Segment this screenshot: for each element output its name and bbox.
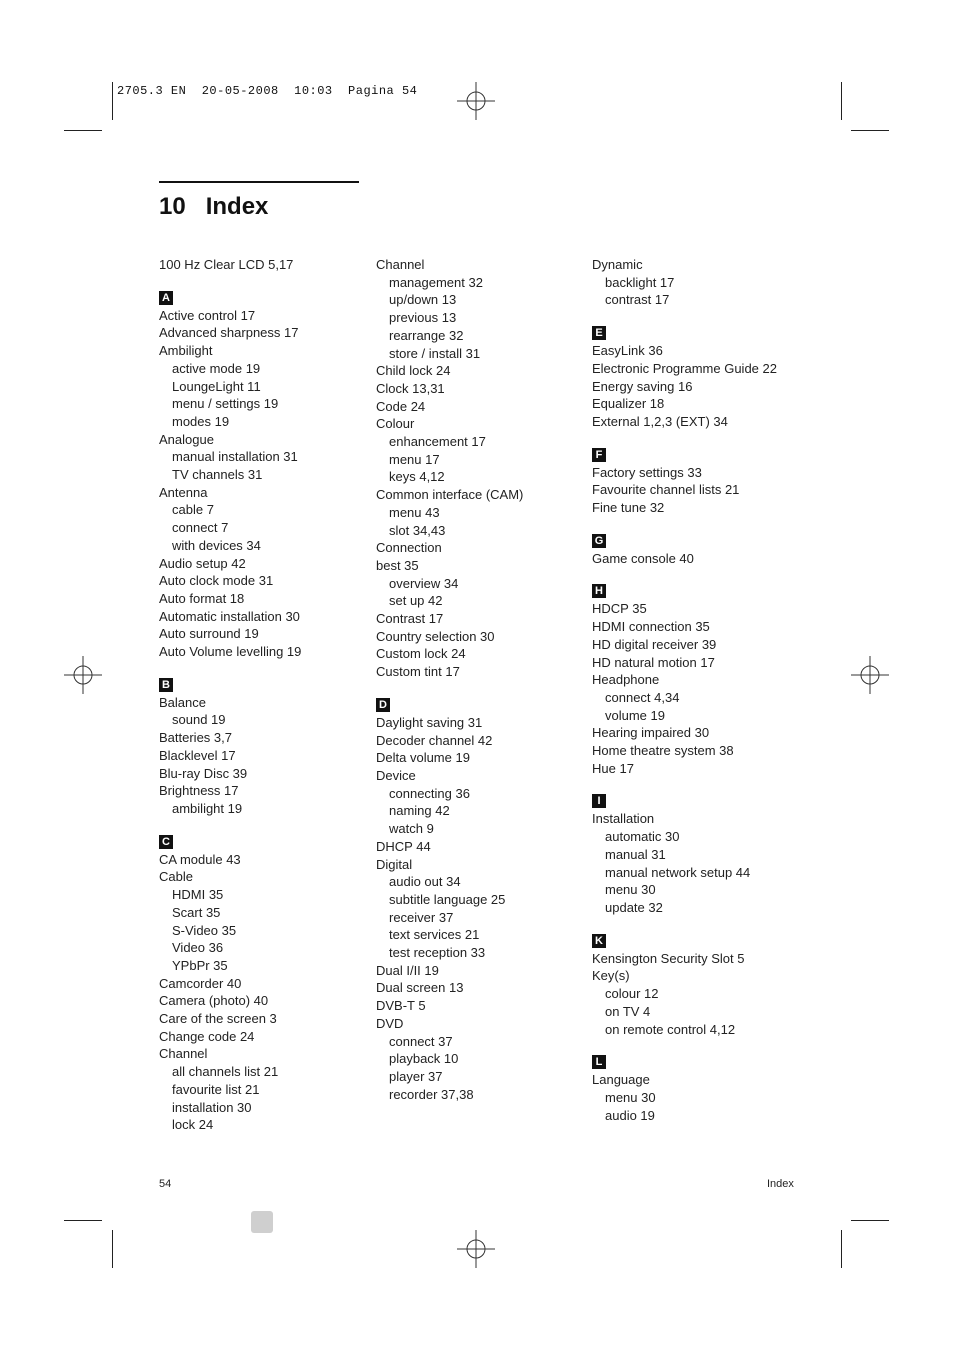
index-entry: Country selection 30 xyxy=(376,628,495,644)
index-entry: Automatic installation 30 xyxy=(159,608,300,624)
index-subentry: S-Video 35 xyxy=(172,922,237,938)
index-entry: Balance xyxy=(159,694,206,710)
index-subentry: Scart 35 xyxy=(172,904,221,920)
index-entry: Connection xyxy=(376,540,442,556)
index-subentry: installation 30 xyxy=(172,1099,252,1115)
index-entry: DVD xyxy=(376,1015,404,1031)
index-entry: Equalizer 18 xyxy=(592,396,665,412)
index-entry: Hue 17 xyxy=(592,760,634,776)
index-subentry: receiver 37 xyxy=(389,909,454,925)
index-column-2 xyxy=(376,256,586,1103)
index-subentry: set up 42 xyxy=(389,593,443,609)
index-subentry: manual 31 xyxy=(605,846,666,862)
index-subentry: audio out 34 xyxy=(389,874,461,890)
index-entry: Auto format 18 xyxy=(159,590,245,606)
index-entry: Headphone xyxy=(592,672,660,688)
index-entry: DHCP 44 xyxy=(376,838,431,854)
index-subentry: Video 36 xyxy=(172,940,224,956)
index-letter-heading xyxy=(592,917,822,950)
index-subentry: player 37 xyxy=(389,1068,443,1084)
index-entry: Daylight saving 31 xyxy=(376,714,483,730)
index-entry: Cable xyxy=(159,869,193,885)
index-entry: best 35 xyxy=(376,557,419,573)
index-subentry: TV channels 31 xyxy=(172,467,263,483)
index-entry: Batteries 3,7 xyxy=(159,730,232,746)
page-title: 10 Index xyxy=(159,193,269,220)
index-entry: Dynamic xyxy=(592,257,643,272)
index-subentry: active mode 19 xyxy=(172,360,261,376)
index-subentry: recorder 37,38 xyxy=(389,1086,474,1102)
index-entry: Contrast 17 xyxy=(376,611,444,627)
index-entry: Child lock 24 xyxy=(376,363,451,379)
index-entry: Factory settings 33 xyxy=(592,464,702,480)
index-letter-heading xyxy=(376,681,586,714)
index-column-3 xyxy=(592,256,822,1124)
index-entry: Game console 40 xyxy=(592,550,694,566)
index-entry: HD digital receiver 39 xyxy=(592,636,717,652)
crop-mark xyxy=(851,130,889,131)
index-entry: Delta volume 19 xyxy=(376,750,470,766)
index-subentry: slot 34,43 xyxy=(389,522,446,538)
index-subentry: management 32 xyxy=(389,274,483,290)
index-subentry: with devices 34 xyxy=(172,537,261,553)
index-entry: Care of the screen 3 xyxy=(159,1011,277,1027)
crop-mark xyxy=(64,130,102,131)
index-subentry: up/down 13 xyxy=(389,292,457,308)
index-subentry: watch 9 xyxy=(389,821,434,837)
index-column-1 xyxy=(159,256,369,1134)
index-entry: Channel xyxy=(159,1046,208,1062)
index-entry: Auto Volume levelling 19 xyxy=(159,644,302,660)
index-subentry: menu 17 xyxy=(389,451,440,467)
index-entry: Brightness 17 xyxy=(159,783,239,799)
index-subentry: connect 37 xyxy=(389,1033,453,1049)
index-subentry: favourite list 21 xyxy=(172,1081,260,1097)
index-letter-heading xyxy=(159,818,369,851)
index-entry: HDMI connection 35 xyxy=(592,619,710,635)
letter-badge: E xyxy=(592,326,606,340)
index-entry: HD natural motion 17 xyxy=(592,654,715,670)
index-subentry: menu 30 xyxy=(605,882,656,898)
index-subentry: all channels list 21 xyxy=(172,1064,279,1080)
index-subentry: volume 19 xyxy=(605,707,665,723)
index-subentry: connect 7 xyxy=(172,520,229,536)
index-entry: Decoder channel 42 xyxy=(376,732,493,748)
index-entry: Kensington Security Slot 5 xyxy=(592,950,745,966)
index-subentry: naming 42 xyxy=(389,803,450,819)
index-subentry: modes 19 xyxy=(172,413,230,429)
index-entry: HDCP 35 xyxy=(592,601,647,617)
index-subentry: rearrange 32 xyxy=(389,327,464,343)
index-entry: Blu-ray Disc 39 xyxy=(159,765,248,781)
index-letter-heading xyxy=(592,309,822,342)
crop-mark xyxy=(112,82,113,120)
index-entry: Digital xyxy=(376,856,413,872)
index-subentry: manual network setup 44 xyxy=(605,864,751,880)
index-letter-heading xyxy=(159,661,369,694)
index-subentry: enhancement 17 xyxy=(389,434,486,450)
letter-badge: L xyxy=(592,1055,606,1069)
index-subentry: connecting 36 xyxy=(389,785,470,801)
letter-badge: F xyxy=(592,448,606,462)
index-subentry: previous 13 xyxy=(389,310,457,326)
index-entry: EasyLink 36 xyxy=(592,343,663,359)
index-entry: Active control 17 xyxy=(159,307,256,323)
index-entry: Dual I/II 19 xyxy=(376,962,439,978)
index-letter-heading xyxy=(592,777,822,810)
crop-mark xyxy=(64,1220,102,1221)
letter-badge: G xyxy=(592,534,606,548)
index-entry: Fine tune 32 xyxy=(592,500,665,516)
index-subentry: store / install 31 xyxy=(389,345,481,361)
index-entry: Blacklevel 17 xyxy=(159,747,236,763)
index-entry: Change code 24 xyxy=(159,1028,255,1044)
index-entry: Audio setup 42 xyxy=(159,555,246,571)
index-entry: External 1,2,3 (EXT) 34 xyxy=(592,413,728,429)
index-subentry: subtitle language 25 xyxy=(389,891,506,907)
index-subentry: overview 34 xyxy=(389,575,459,591)
footer-section-label: Index xyxy=(767,1178,794,1190)
index-subentry: connect 4,34 xyxy=(605,689,680,705)
index-subentry: test reception 33 xyxy=(389,945,486,961)
index-subentry: backlight 17 xyxy=(605,274,675,290)
index-entry: CA module 43 xyxy=(159,851,241,867)
index-entry: Camera (photo) 40 xyxy=(159,993,269,1009)
index-subentry: cable 7 xyxy=(172,502,214,518)
index-letter-heading xyxy=(592,1038,822,1071)
index-subentry: menu / settings 19 xyxy=(172,396,279,412)
crop-mark xyxy=(841,82,842,120)
index-subentry: audio 19 xyxy=(605,1107,655,1123)
letter-badge: K xyxy=(592,934,606,948)
index-entry: Antenna xyxy=(159,484,208,500)
index-subentry: HDMI 35 xyxy=(172,887,224,903)
index-subentry: keys 4,12 xyxy=(389,469,445,485)
index-letter-heading xyxy=(592,431,822,464)
index-entry: Home theatre system 38 xyxy=(592,743,734,759)
index-subentry: sound 19 xyxy=(172,712,226,728)
index-entry: Auto clock mode 31 xyxy=(159,573,274,589)
index-entry: Auto surround 19 xyxy=(159,626,259,642)
index-entry: Installation xyxy=(592,811,655,827)
index-entry: Key(s) xyxy=(592,968,630,984)
index-subentry: manual installation 31 xyxy=(172,449,298,465)
index-entry: Dual screen 13 xyxy=(376,980,464,996)
index-entry: Custom tint 17 xyxy=(376,664,460,680)
index-entry: Analogue xyxy=(159,431,214,447)
index-subentry: colour 12 xyxy=(605,986,659,1002)
index-subentry: YPbPr 35 xyxy=(172,957,228,973)
index-entry: Energy saving 16 xyxy=(592,378,693,394)
index-entry: Device xyxy=(376,767,416,783)
index-subentry: playback 10 xyxy=(389,1051,459,1067)
color-patch xyxy=(251,1211,273,1233)
index-entry: Electronic Programme Guide 22 xyxy=(592,360,777,376)
index-subentry: automatic 30 xyxy=(605,829,680,845)
index-entry: Clock 13,31 xyxy=(376,380,445,396)
crop-mark xyxy=(112,1230,113,1268)
index-entry: Colour xyxy=(376,416,415,432)
index-entry: Favourite channel lists 21 xyxy=(592,482,740,498)
index-subentry: lock 24 xyxy=(172,1117,214,1133)
crop-mark xyxy=(851,1220,889,1221)
index-subentry: contrast 17 xyxy=(605,292,670,308)
index-entry: Camcorder 40 xyxy=(159,975,242,991)
registration-mark-icon xyxy=(851,656,889,694)
index-entry: Language xyxy=(592,1072,650,1088)
letter-badge: B xyxy=(159,678,173,692)
letter-badge: D xyxy=(376,698,390,712)
index-letter-heading xyxy=(592,517,822,550)
index-subentry: on TV 4 xyxy=(605,1003,651,1019)
letter-badge: A xyxy=(159,291,173,305)
print-slug-line: 2705.3 EN 20-05-2008 10:03 Pagina 54 xyxy=(117,84,418,98)
letter-badge: I xyxy=(592,794,606,808)
index-subentry: update 32 xyxy=(605,899,663,915)
index-entry: Hearing impaired 30 xyxy=(592,725,710,741)
index-entry: 100 Hz Clear LCD 5,17 xyxy=(159,257,294,272)
index-letter-heading xyxy=(159,274,369,307)
registration-mark-icon xyxy=(457,82,495,120)
index-letter-heading xyxy=(592,567,822,600)
index-entry: Advanced sharpness 17 xyxy=(159,325,299,341)
index-entry: Code 24 xyxy=(376,398,426,414)
index-entry: Channel xyxy=(376,257,425,272)
registration-mark-icon xyxy=(457,1230,495,1268)
index-subentry: ambilight 19 xyxy=(172,800,243,816)
index-entry: Common interface (CAM) xyxy=(376,487,524,503)
index-subentry: menu 30 xyxy=(605,1089,656,1105)
registration-mark-icon xyxy=(64,656,102,694)
index-subentry: LoungeLight 11 xyxy=(172,378,261,394)
index-subentry: on remote control 4,12 xyxy=(605,1021,736,1037)
letter-badge: H xyxy=(592,584,606,598)
page-number: 54 xyxy=(159,1178,172,1190)
crop-mark xyxy=(841,1230,842,1268)
letter-badge: C xyxy=(159,835,173,849)
index-entry: Ambilight xyxy=(159,343,213,359)
index-subentry: menu 43 xyxy=(389,504,440,520)
index-entry: Custom lock 24 xyxy=(376,646,466,662)
index-entry: DVB-T 5 xyxy=(376,998,426,1014)
title-rule xyxy=(159,181,359,183)
index-subentry: text services 21 xyxy=(389,927,480,943)
